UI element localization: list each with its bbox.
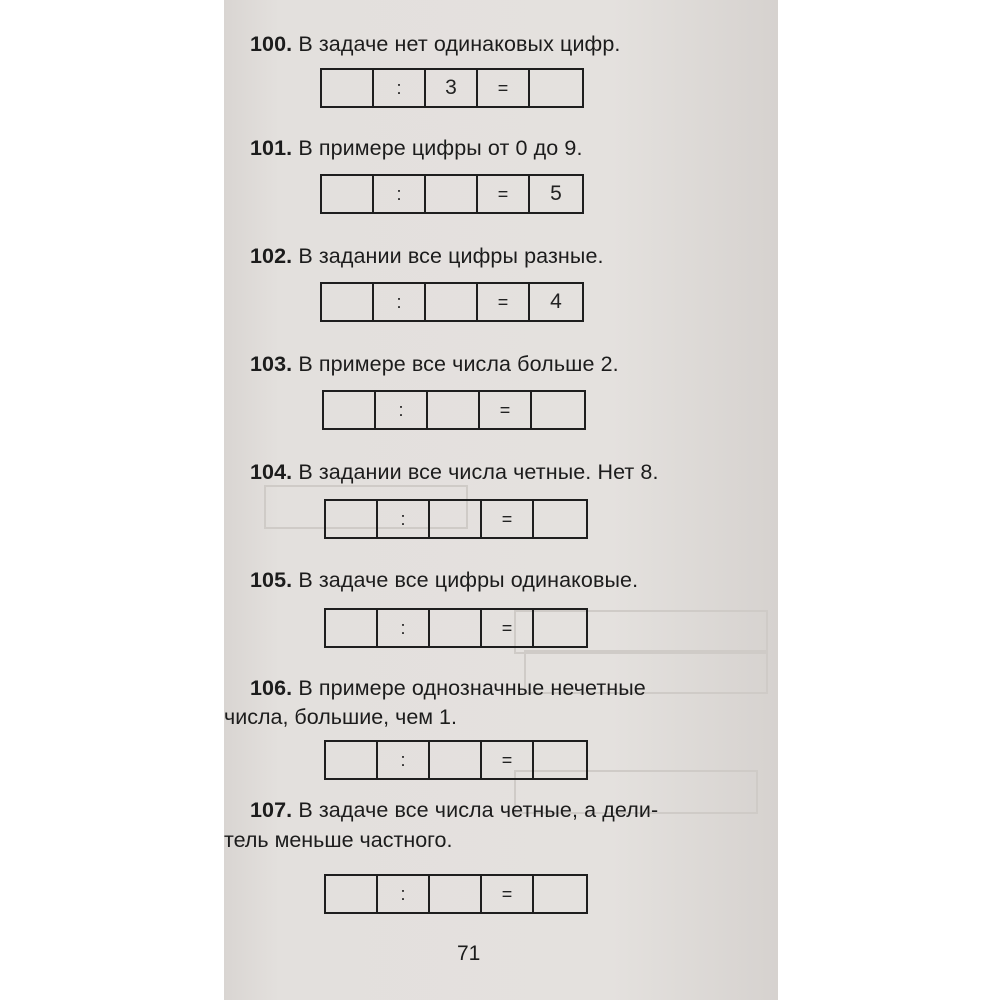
quotient-cell[interactable]: 5 (550, 182, 562, 205)
quotient-cell[interactable] (534, 876, 586, 912)
problem-number: 103. (250, 352, 293, 376)
problem-text: В задании все цифры разные. (298, 244, 604, 268)
division-sign: : (374, 176, 426, 212)
division-sign: : (378, 876, 430, 912)
problem-text: В задании все числа четные. Нет 8. (298, 460, 659, 484)
division-sign: : (376, 392, 428, 428)
quotient-cell[interactable] (534, 501, 586, 537)
dividend-cell[interactable] (322, 284, 374, 320)
divisor-cell[interactable] (430, 610, 482, 646)
dividend-cell[interactable] (326, 876, 378, 912)
equation-grid (320, 68, 584, 108)
problem-text-continued: тель меньше частного. (224, 828, 453, 852)
division-sign: : (378, 742, 430, 778)
problem-text: В примере однозначные нечетные (298, 676, 646, 700)
equation-grid (320, 174, 584, 214)
dividend-cell[interactable] (326, 742, 378, 778)
page-number: 71 (457, 942, 481, 965)
equals-sign: = (482, 610, 534, 646)
division-sign: : (378, 501, 430, 537)
equals-sign: = (478, 70, 530, 106)
quotient-cell[interactable]: 4 (550, 290, 562, 313)
dividend-cell[interactable] (326, 610, 378, 646)
problem-number: 105. (250, 568, 293, 592)
equals-sign: = (482, 501, 534, 537)
equation-grid (324, 740, 588, 780)
division-sign: : (374, 70, 426, 106)
division-sign: : (374, 284, 426, 320)
divisor-cell[interactable] (430, 876, 482, 912)
problem-number: 100. (250, 32, 293, 56)
dividend-cell[interactable] (322, 176, 374, 212)
equation-grid (324, 874, 588, 914)
problem-text: В примере все числа больше 2. (298, 352, 619, 376)
problem-text: В примере цифры от 0 до 9. (298, 136, 583, 160)
problem-text: В задаче нет одинаковых цифр. (298, 32, 621, 56)
divisor-cell[interactable]: 3 (426, 70, 478, 106)
equation-grid (324, 608, 588, 648)
problem-text-continued: числа, большие, чем 1. (224, 705, 457, 729)
equals-sign: = (482, 742, 534, 778)
equals-sign: = (478, 284, 530, 320)
problem-number: 101. (250, 136, 293, 160)
divisor-cell[interactable] (426, 176, 478, 212)
equals-sign: = (478, 176, 530, 212)
quotient-cell[interactable] (530, 70, 582, 106)
dividend-cell[interactable] (326, 501, 378, 537)
equation-grid (320, 282, 584, 322)
book-page (224, 0, 778, 1000)
divisor-cell[interactable] (426, 284, 478, 320)
divisor-cell[interactable] (430, 501, 482, 537)
equals-sign: = (480, 392, 532, 428)
problem-number: 106. (250, 676, 293, 700)
divisor-cell[interactable] (430, 742, 482, 778)
problem-text: В задаче все числа четные, а дели- (298, 798, 659, 822)
problem-number: 102. (250, 244, 293, 268)
quotient-cell[interactable] (534, 610, 586, 646)
equation-grid (324, 499, 588, 539)
divisor-cell[interactable] (428, 392, 480, 428)
quotient-cell[interactable] (532, 392, 584, 428)
problem-number: 107. (250, 798, 293, 822)
problem-number: 104. (250, 460, 293, 484)
equation-grid (322, 390, 586, 430)
dividend-cell[interactable] (322, 70, 374, 106)
equals-sign: = (482, 876, 534, 912)
division-sign: : (378, 610, 430, 646)
problem-text: В задаче все цифры одинаковые. (298, 568, 639, 592)
quotient-cell[interactable] (534, 742, 586, 778)
dividend-cell[interactable] (324, 392, 376, 428)
